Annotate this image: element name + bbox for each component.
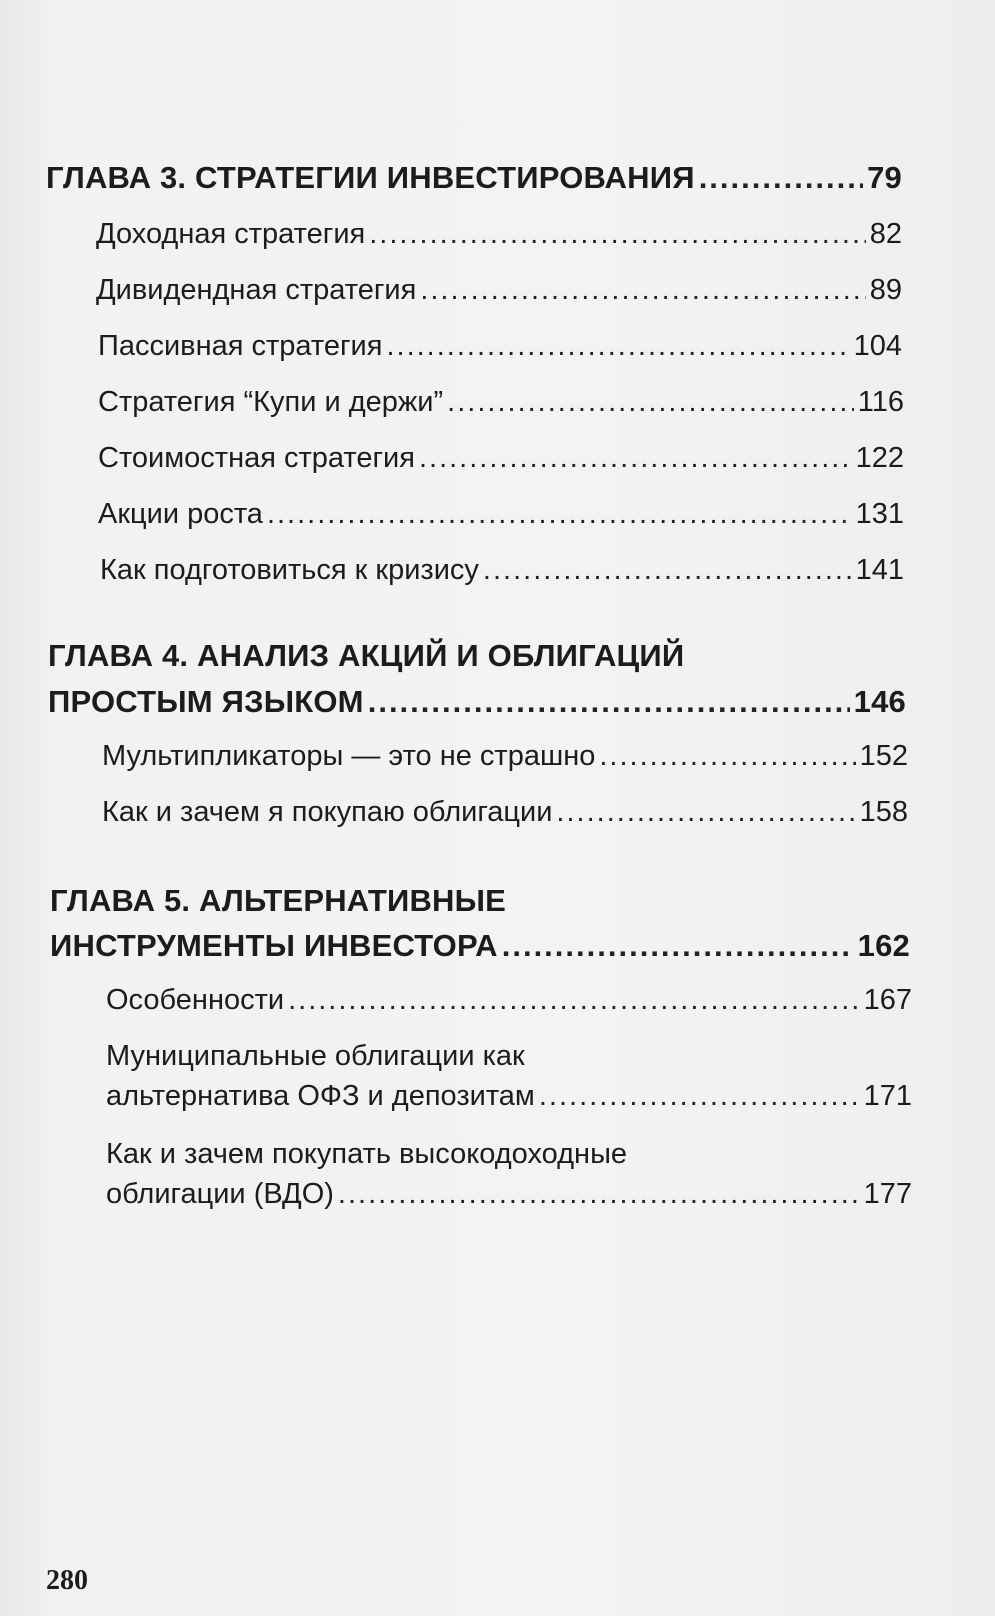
leader-dots	[368, 684, 850, 720]
toc-entry[interactable]	[106, 1080, 912, 1113]
toc-entry[interactable]	[106, 1178, 912, 1211]
leader-dots	[267, 498, 852, 531]
leader-dots	[556, 796, 855, 829]
page-number: 104	[853, 330, 902, 362]
page-number: 116	[857, 386, 904, 418]
toc-entry[interactable]	[102, 740, 908, 773]
entry-title-line1: Муниципальные облигации как	[106, 1040, 525, 1072]
leader-dots	[502, 928, 854, 964]
entry-title-line1: Как и зачем покупать высокодоходные	[106, 1138, 628, 1170]
page-number: 177	[863, 1178, 912, 1210]
toc-entry[interactable]	[98, 498, 904, 531]
toc-entry[interactable]	[98, 330, 902, 363]
chapter-title-line2: ПРОСТЫМ ЯЗЫКОМ	[48, 684, 364, 719]
toc-entry[interactable]	[102, 796, 908, 829]
page-number: 146	[853, 684, 906, 719]
page-number: 79	[867, 160, 902, 195]
leader-dots	[338, 1178, 860, 1211]
chapter-title-line1: ГЛАВА 5. АЛЬТЕРНАТИВНЫЕ	[50, 883, 507, 918]
toc-chapter-4[interactable]	[48, 684, 906, 720]
leader-dots	[699, 160, 863, 196]
toc-entry[interactable]	[98, 442, 904, 475]
page-number: 82	[869, 218, 902, 250]
toc-entry[interactable]	[96, 274, 902, 307]
leader-dots	[419, 442, 852, 475]
entry-title: Как подготовиться к кризису	[100, 554, 479, 586]
toc-chapter-5[interactable]	[50, 928, 910, 964]
leader-dots	[369, 218, 866, 251]
toc-entry[interactable]	[96, 218, 902, 251]
chapter-title-line1: ГЛАВА 4. АНАЛИЗ АКЦИЙ И ОБЛИГАЦИЙ	[48, 638, 685, 673]
leader-dots	[447, 386, 854, 419]
page-number: 122	[855, 442, 904, 474]
page-number: 171	[863, 1080, 912, 1112]
entry-title-line2: альтернатива ОФЗ и депозитам	[106, 1080, 535, 1112]
folio-page-number: 280	[46, 1565, 88, 1596]
leader-dots	[539, 1080, 860, 1113]
chapter-title-line2: ИНСТРУМЕНТЫ ИНВЕСТОРА	[50, 928, 498, 963]
entry-title-line2: облигации (ВДО)	[106, 1178, 334, 1210]
leader-dots	[599, 740, 855, 773]
toc-entry[interactable]	[106, 984, 912, 1017]
toc-chapter-3[interactable]	[46, 160, 902, 196]
entry-title: Акции роста	[98, 498, 263, 530]
entry-title: Дивидендная стратегия	[96, 274, 417, 306]
page-number: 89	[869, 274, 902, 306]
leader-dots	[420, 274, 865, 307]
toc-entry[interactable]	[100, 554, 904, 587]
page-number: 141	[855, 554, 904, 586]
entry-title: Как и зачем я покупаю облигации	[102, 796, 553, 828]
leader-dots	[483, 554, 852, 587]
entry-title: Стоимостная стратегия	[98, 442, 415, 474]
leader-dots	[288, 984, 860, 1017]
page-number: 167	[863, 984, 912, 1016]
entry-title: Доходная стратегия	[96, 218, 366, 250]
entry-title: Пассивная стратегия	[98, 330, 383, 362]
toc-entry[interactable]	[98, 386, 904, 419]
leader-dots	[386, 330, 849, 363]
chapter-title: ГЛАВА 3. СТРАТЕГИИ ИНВЕСТИРОВАНИЯ	[46, 160, 695, 195]
entry-title: Особенности	[106, 984, 285, 1016]
entry-title: Мультипликаторы — это не страшно	[102, 740, 596, 772]
page-number: 162	[857, 928, 910, 963]
page-number: 152	[859, 740, 908, 772]
page-number: 158	[859, 796, 908, 828]
entry-title: Стратегия “Купи и держи”	[98, 386, 444, 418]
page-number: 131	[855, 498, 904, 530]
